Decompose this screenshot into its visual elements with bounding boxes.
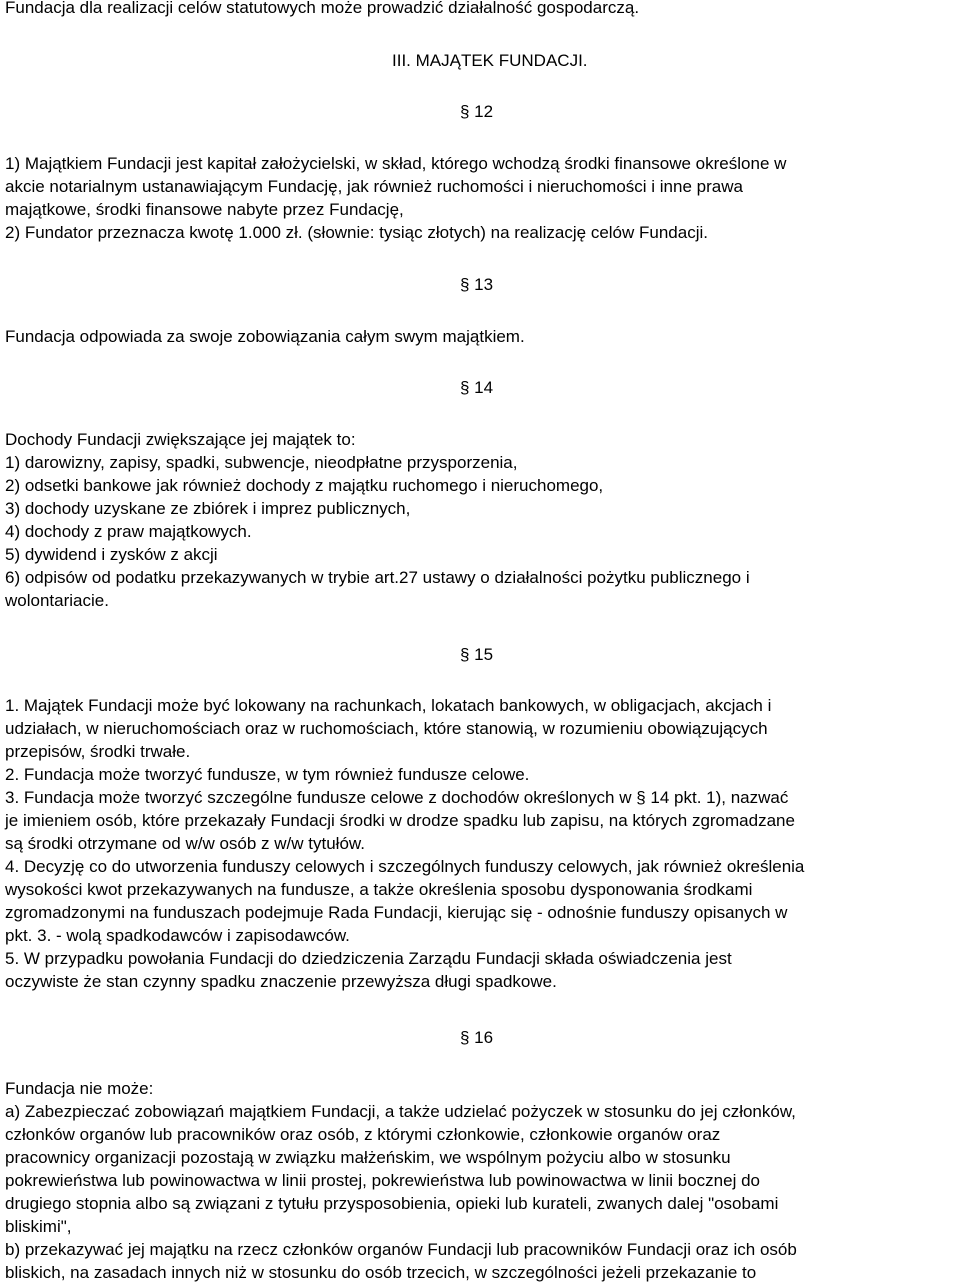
section-14-line: 2) odsetki bankowe jak również dochody z majątku ruchomego i nieruchomego,	[5, 476, 604, 495]
section-14-line: 6) odpisów od podatku przekazywanych w trybie art.27 ustawy o działalności pożytku publicznego i	[5, 568, 750, 587]
chapter-heading: III. MAJĄTEK FUNDACJI.	[392, 51, 588, 70]
section-12-line: 2) Fundator przeznacza kwotę 1.000 zł. (słownie: tysiąc złotych) na realizację celów Fundacji.	[5, 223, 708, 242]
section-15-line: przepisów, środki trwałe.	[5, 742, 191, 761]
section-15-line: zgromadzonymi na funduszach podejmuje Rada Fundacji, kierując się - odnośnie funduszy opisanych w	[5, 903, 788, 922]
section-14-line: 1) darowizny, zapisy, spadki, subwencje, nieodpłatne przysporzenia,	[5, 453, 518, 472]
section-14-line: 4) dochody z praw majątkowych.	[5, 522, 252, 541]
section-15-line: je imieniem osób, które przekazały Fundacji środki w drodze spadku lub zapisu, na których zgromadzane	[5, 811, 795, 830]
section-15-line: 1. Majątek Fundacji może być lokowany na rachunkach, lokatach bankowych, w obligacjach, akcjach i	[5, 696, 772, 715]
section-16-line: bliskich, na zasadach innych niż w stosunku do osób trzecich, w szczególności jeżeli przekazanie to	[5, 1263, 757, 1282]
section-15-line: 2. Fundacja może tworzyć fundusze, w tym również fundusze celowe.	[5, 765, 530, 784]
section-15-line: 5. W przypadku powołania Fundacji do dziedziczenia Zarządu Fundacji składa oświadczenia jest	[5, 949, 732, 968]
section-12-line: akcie notarialnym ustanawiającym Fundację, jak również ruchomości i nieruchomości i inne prawa	[5, 177, 743, 196]
section-15-line: udziałach, w nieruchomościach oraz w ruchomościach, które stanowią, w rozumieniu obowiązujących	[5, 719, 768, 738]
section-16-line: b) przekazywać jej majątku na rzecz członków organów Fundacji lub pracowników Fundacji oraz ich osób	[5, 1240, 797, 1259]
section-16-line: pokrewieństwa lub powinowactwa w linii prostej, pokrewieństwa lub powinowactwa w linii bocznej do	[5, 1171, 760, 1190]
section-15-line: wysokości kwot przekazywanych na fundusze, a także określenia sposobu dysponowania środkami	[5, 880, 753, 899]
section-16-line: bliskimi",	[5, 1217, 72, 1236]
section-15-line: są środki otrzymane od w/w osób z w/w tytułów.	[5, 834, 365, 853]
section-12-symbol: § 12	[460, 102, 494, 121]
section-14-line: wolontariacie.	[5, 591, 109, 610]
section-14-line: 5) dywidend i zysków z akcji	[5, 545, 218, 564]
section-16-symbol: § 16	[460, 1028, 494, 1047]
section-16-line: Fundacja nie może:	[5, 1079, 154, 1098]
intro-text: Fundacja dla realizacji celów statutowych może prowadzić działalność gospodarczą.	[5, 0, 640, 17]
section-15-line: oczywiste że stan czynny spadku znaczenie przewyższa długi spadkowe.	[5, 972, 557, 991]
section-12-line: 1) Majątkiem Fundacji jest kapitał założycielski, w skład, którego wchodzą środki finansowe określone w	[5, 154, 787, 173]
section-12-line: majątkowe, środki finansowe nabyte przez Fundację,	[5, 200, 404, 219]
section-16-line: pracownicy organizacji pozostają w związku małżeńskim, we wspólnym pożyciu albo w stosunku	[5, 1148, 731, 1167]
section-15-symbol: § 15	[460, 645, 494, 664]
section-14-line: 3) dochody uzyskane ze zbiórek i imprez publicznych,	[5, 499, 411, 518]
section-16-line: drugiego stopnia albo są związani z tytułu przysposobienia, opieki lub kurateli, zwanych dalej "osobami	[5, 1194, 779, 1213]
section-16-line: a) Zabezpieczać zobowiązań majątkiem Fundacji, a także udzielać pożyczek w stosunku do jej członków,	[5, 1102, 796, 1121]
section-16-line: członków organów lub pracowników oraz osób, z którymi członkowie, członkowie organów oraz	[5, 1125, 721, 1144]
section-15-line: 3. Fundacja może tworzyć szczególne fundusze celowe z dochodów określonych w § 14 pkt. 1), nazwać	[5, 788, 789, 807]
section-14-symbol: § 14	[460, 378, 494, 397]
section-14-line: Dochody Fundacji zwiększające jej majątek to:	[5, 430, 356, 449]
section-15-line: 4. Decyzję co do utworzenia funduszy celowych i szczególnych funduszy celowych, jak również określenia	[5, 857, 805, 876]
section-15-line: pkt. 3. - wolą spadkodawców i zapisodawców.	[5, 926, 350, 945]
section-13-line: Fundacja odpowiada za swoje zobowiązania całym swym majątkiem.	[5, 327, 525, 346]
section-13-symbol: § 13	[460, 275, 494, 294]
